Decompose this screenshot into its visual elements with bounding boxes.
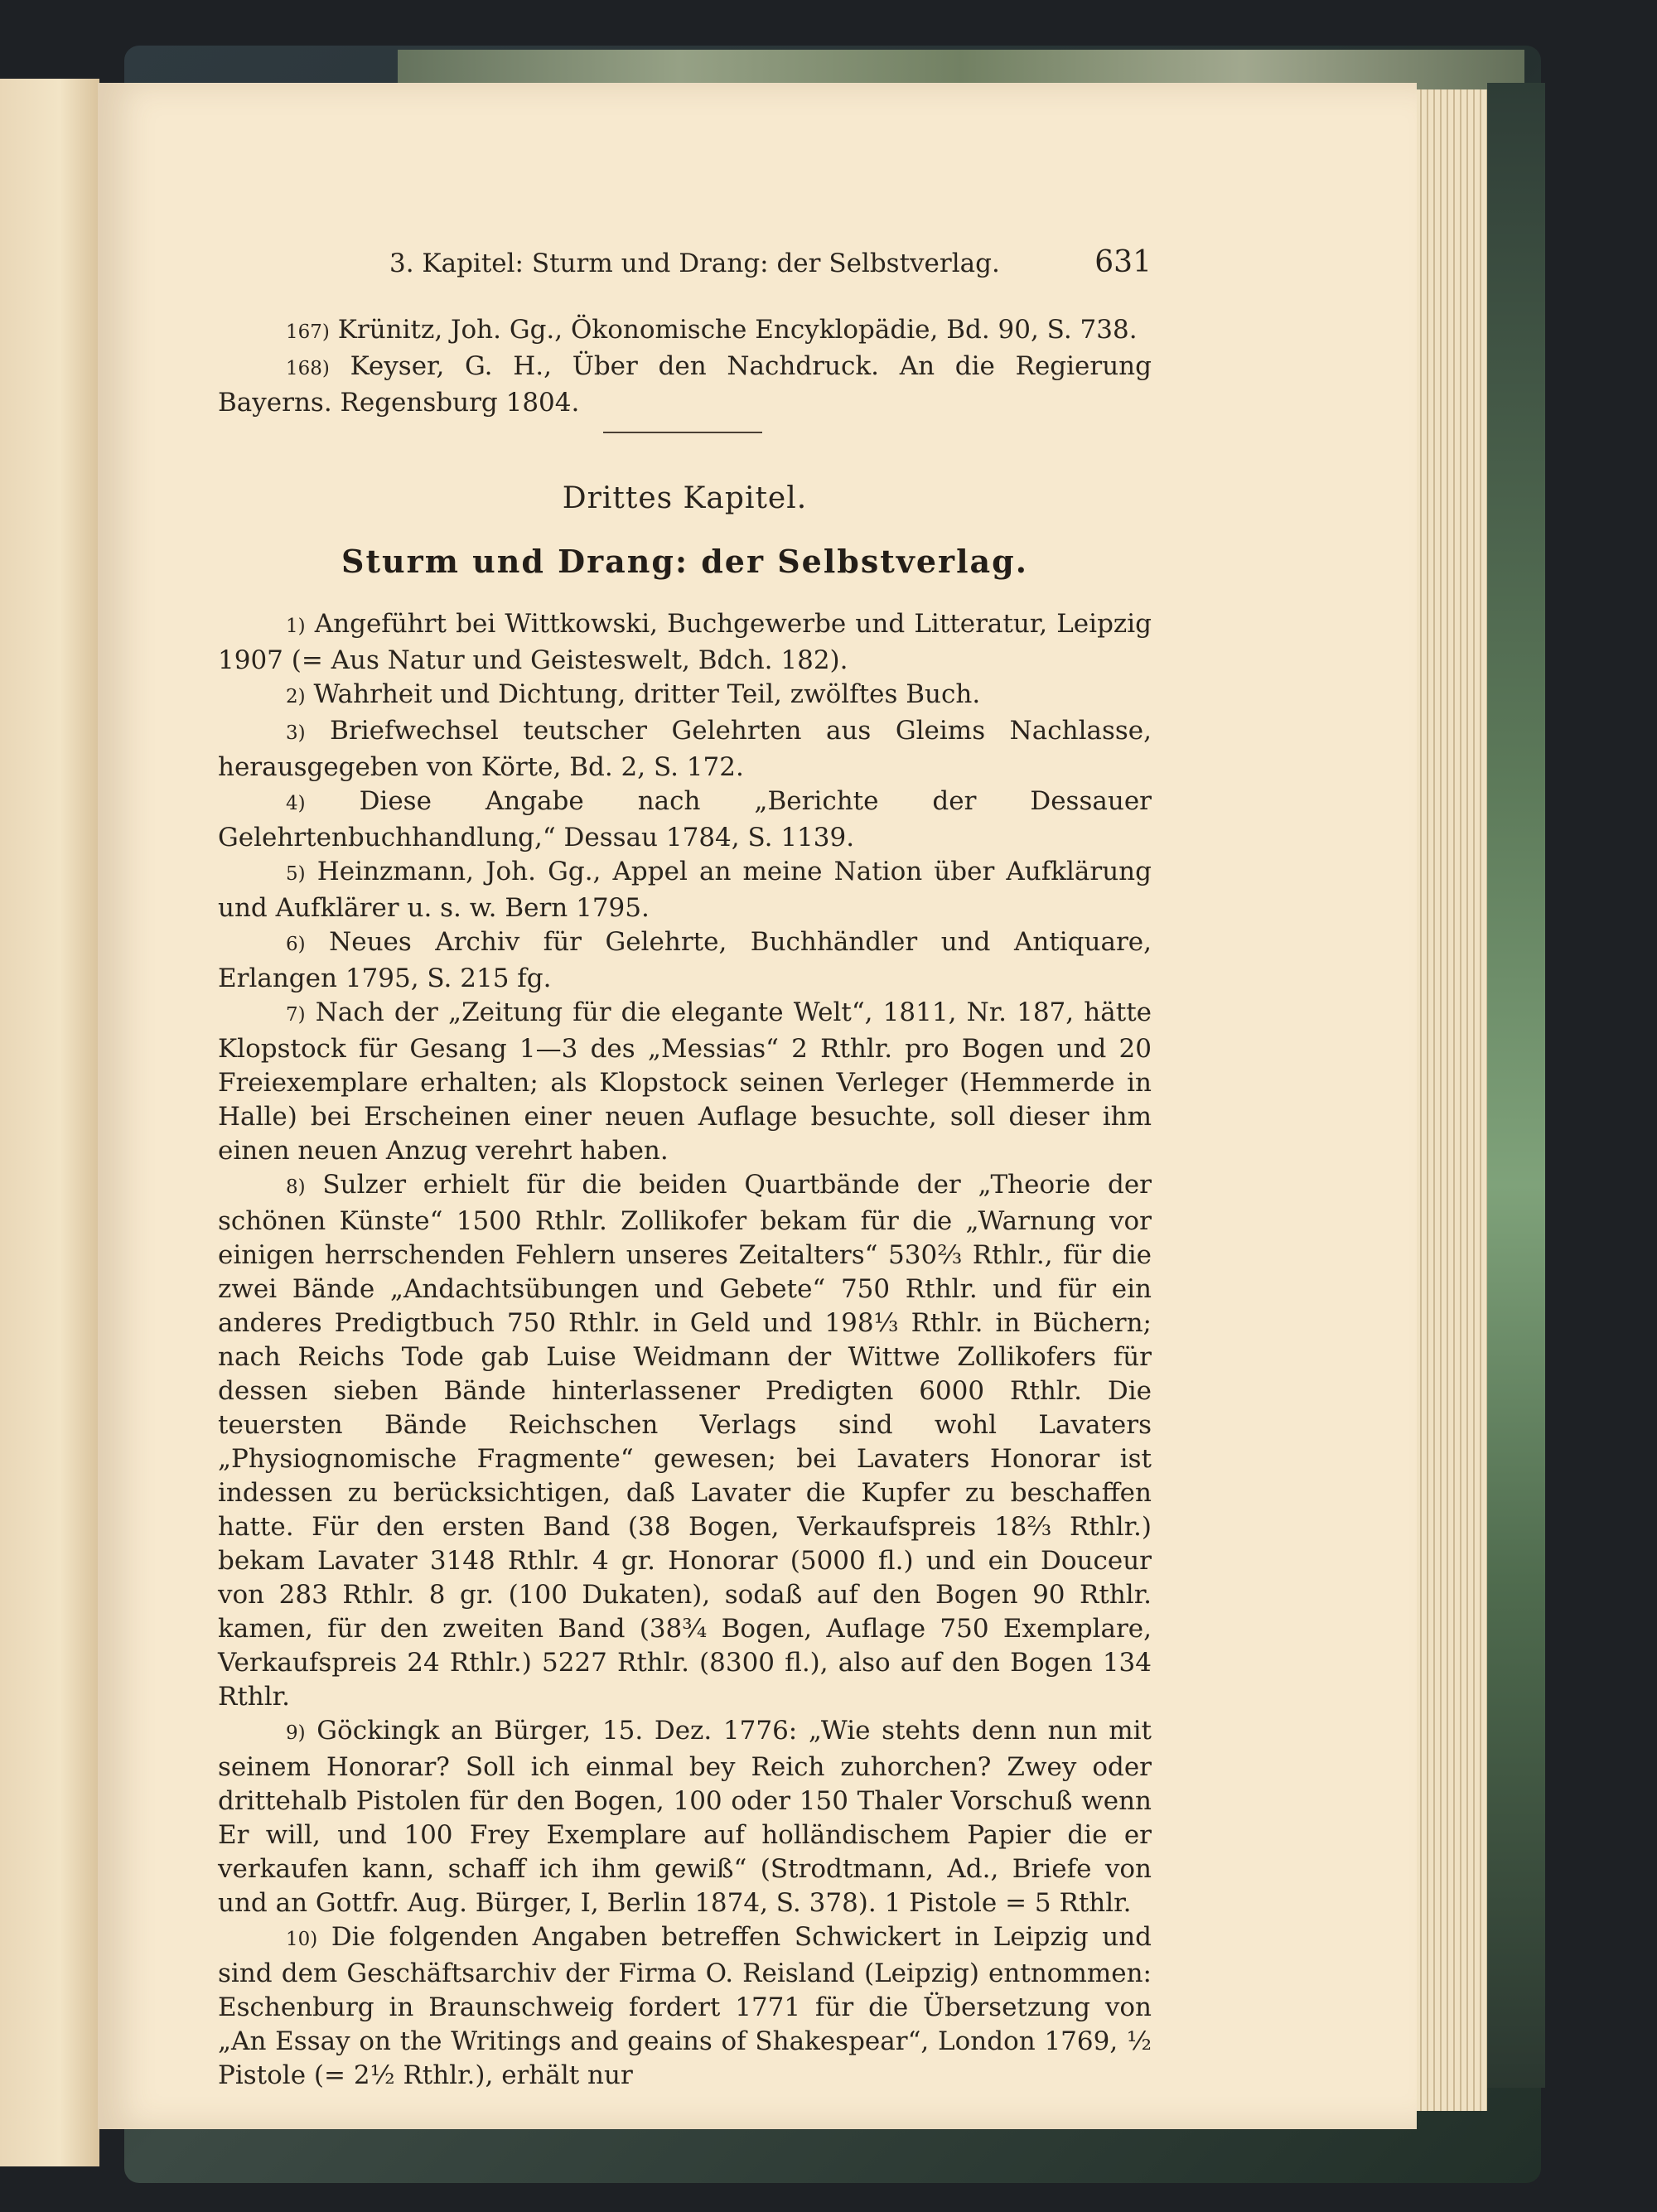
- footnote-text: Göckingk an Bürger, 15. Dez. 1776: „Wie stehts denn nun mit seinem Honorar? Soll ich einmal bey Reich zuhorchen? Zwey oder drittehalb Pistolen für den Bogen, 100 oder 150 Thaler Vorschuß wenn Er will, und 100 Frey Exemplare auf holländischem Papier die er verkaufen kann, schaff ich ihm gewiß“ (Strodtmann, Ad., Briefe von und an Gottfr. Aug. Bürger, I, Berlin 1874, S. 378). 1 Pistole = 5 Rthlr.: [218, 1716, 1152, 1918]
- footnote-text: Neues Archiv für Gelehrte, Buchhändler und Antiquare, Erlangen 1795, S. 215 fg.: [218, 927, 1152, 993]
- footnote-number: 2): [286, 686, 306, 708]
- footnote-number: 4): [286, 793, 306, 814]
- footnote-number: 8): [286, 1176, 306, 1198]
- footnote: [218, 714, 1152, 785]
- section-divider: [603, 432, 762, 433]
- footnote-text: Heinzmann, Joh. Gg., Appel an meine Nation über Aufklärung und Aufklärer u. s. w. Bern 1795.: [218, 857, 1152, 923]
- page-stack-edge: [1408, 89, 1487, 2111]
- footnote-text: Wahrheit und Dichtung, dritter Teil, zwölftes Buch.: [313, 679, 981, 709]
- footnote-text: Diese Angabe nach „Berichte der Dessauer Gelehrtenbuchhandlung,“ Dessau 1784, S. 1139.: [218, 786, 1152, 852]
- footnote-number: 9): [286, 1722, 306, 1744]
- footnote-text: Briefwechsel teutscher Gelehrten aus Gleims Nachlasse, herausgegeben von Körte, Bd. 2, S. 172.: [218, 716, 1152, 782]
- footnote: [218, 925, 1152, 996]
- footnote-number: 168): [286, 358, 330, 379]
- footnote: [218, 678, 1152, 714]
- footnote: [218, 855, 1152, 925]
- chapter-title: Sturm und Drang: der Selbstverlag.: [341, 543, 1028, 580]
- footnote: [218, 350, 1152, 420]
- footnote-number: 10): [286, 1929, 318, 1950]
- footnote-text: Nach der „Zeitung für die elegante Welt“, 1811, Nr. 187, hätte Klopstock für Gesang 1—3 des „Messias“ 2 Rthlr. pro Bogen und 20 Freiexemplare erhalten; als Klopstock seinen Verleger (Hemmerde in Halle) bei Erscheinen einer neuen Auflage besuchte, soll dieser ihm einen neuen Anzug verehrt haben.: [218, 997, 1152, 1166]
- footnote-number: 1): [286, 616, 306, 637]
- chapter-kicker: Drittes Kapitel.: [562, 481, 808, 515]
- footnote: [218, 785, 1152, 855]
- chapter-notes: [218, 607, 1152, 2093]
- marbled-cover-right: [1487, 83, 1545, 2088]
- footnote: [218, 607, 1152, 678]
- previous-chapter-notes: [218, 313, 1152, 420]
- footnote: [218, 1714, 1152, 1920]
- footnote: [218, 1168, 1152, 1714]
- footnote-number: 3): [286, 722, 306, 744]
- page-number: 631: [1094, 245, 1152, 279]
- footnote-text: Die folgenden Angaben betreffen Schwickert in Leipzig und sind dem Geschäftsarchiv der Firma O. Reisland (Leipzig) entnommen: Eschenburg in Braunschweig fordert 1771 für die Übersetzung von „An Essay on the Writings and geains of Shakespear“, London 1769, ½ Pistole (= 2½ Rthlr.), erhält nur: [218, 1922, 1152, 2090]
- footnote-text: Keyser, G. H., Über den Nachdruck. An die Regierung Bayerns. Regensburg 1804.: [218, 351, 1152, 418]
- footnote-number: 7): [286, 1004, 306, 1026]
- footnote: [218, 996, 1152, 1168]
- footnote-text: Krünitz, Joh. Gg., Ökonomische Encyklopädie, Bd. 90, S. 738.: [337, 315, 1138, 345]
- footnote: [218, 313, 1152, 350]
- footnote-number: 167): [286, 321, 330, 343]
- footnote: [218, 1920, 1152, 2093]
- footnote-text: Angeführt bei Wittkowski, Buchgewerbe und Litteratur, Leipzig 1907 (= Aus Natur und Geisteswelt, Bdch. 182).: [218, 609, 1152, 675]
- footnote-number: 6): [286, 934, 306, 955]
- running-head-title: 3. Kapitel: Sturm und Drang: der Selbstverlag.: [389, 249, 1000, 278]
- facing-page-edge: [0, 79, 99, 2166]
- footnote-number: 5): [286, 863, 306, 885]
- running-head: [389, 245, 1152, 282]
- footnote-text: Sulzer erhielt für die beiden Quartbände der „Theorie der schönen Künste“ 1500 Rthlr. Zollikofer bekam für die „Warnung vor einigen herrschenden Fehlern unseres Zeitalters“ 530⅔ Rthlr., für die zwei Bände „Andachtsübungen und Gebete“ 750 Rthlr. und für ein anderes Predigtbuch 750 Rthlr. in Geld und 198⅓ Rthlr. in Büchern; nach Reichs Tode gab Luise Weidmann der Wittwe Zollikofers für dessen sieben Bände hinterlassener Predigten 6000 Rthlr. Die teuersten Bände Reichschen Verlags sind wohl Lavaters „Physiognomische Fragmente“ gewesen; bei Lavaters Honorar ist indessen zu berücksichtigen, daß Lavater die Kupfer zu beschaffen hatte. Für den ersten Band (38 Bogen, Verkaufspreis 18⅔ Rthlr.) bekam Lavater 3148 Rthlr. 4 gr. Honorar (5000 fl.) und ein Douceur von 283 Rthlr. 8 gr. (100 Dukaten), sodaß auf den Bogen 90 Rthlr. kamen, für den zweiten Band (38¾ Bogen, Auflage 750 Exemplare, Verkaufspreis 24 Rthlr.) 5227 Rthlr. (8300 fl.), also auf den Bogen 134 Rthlr.: [218, 1170, 1152, 1712]
